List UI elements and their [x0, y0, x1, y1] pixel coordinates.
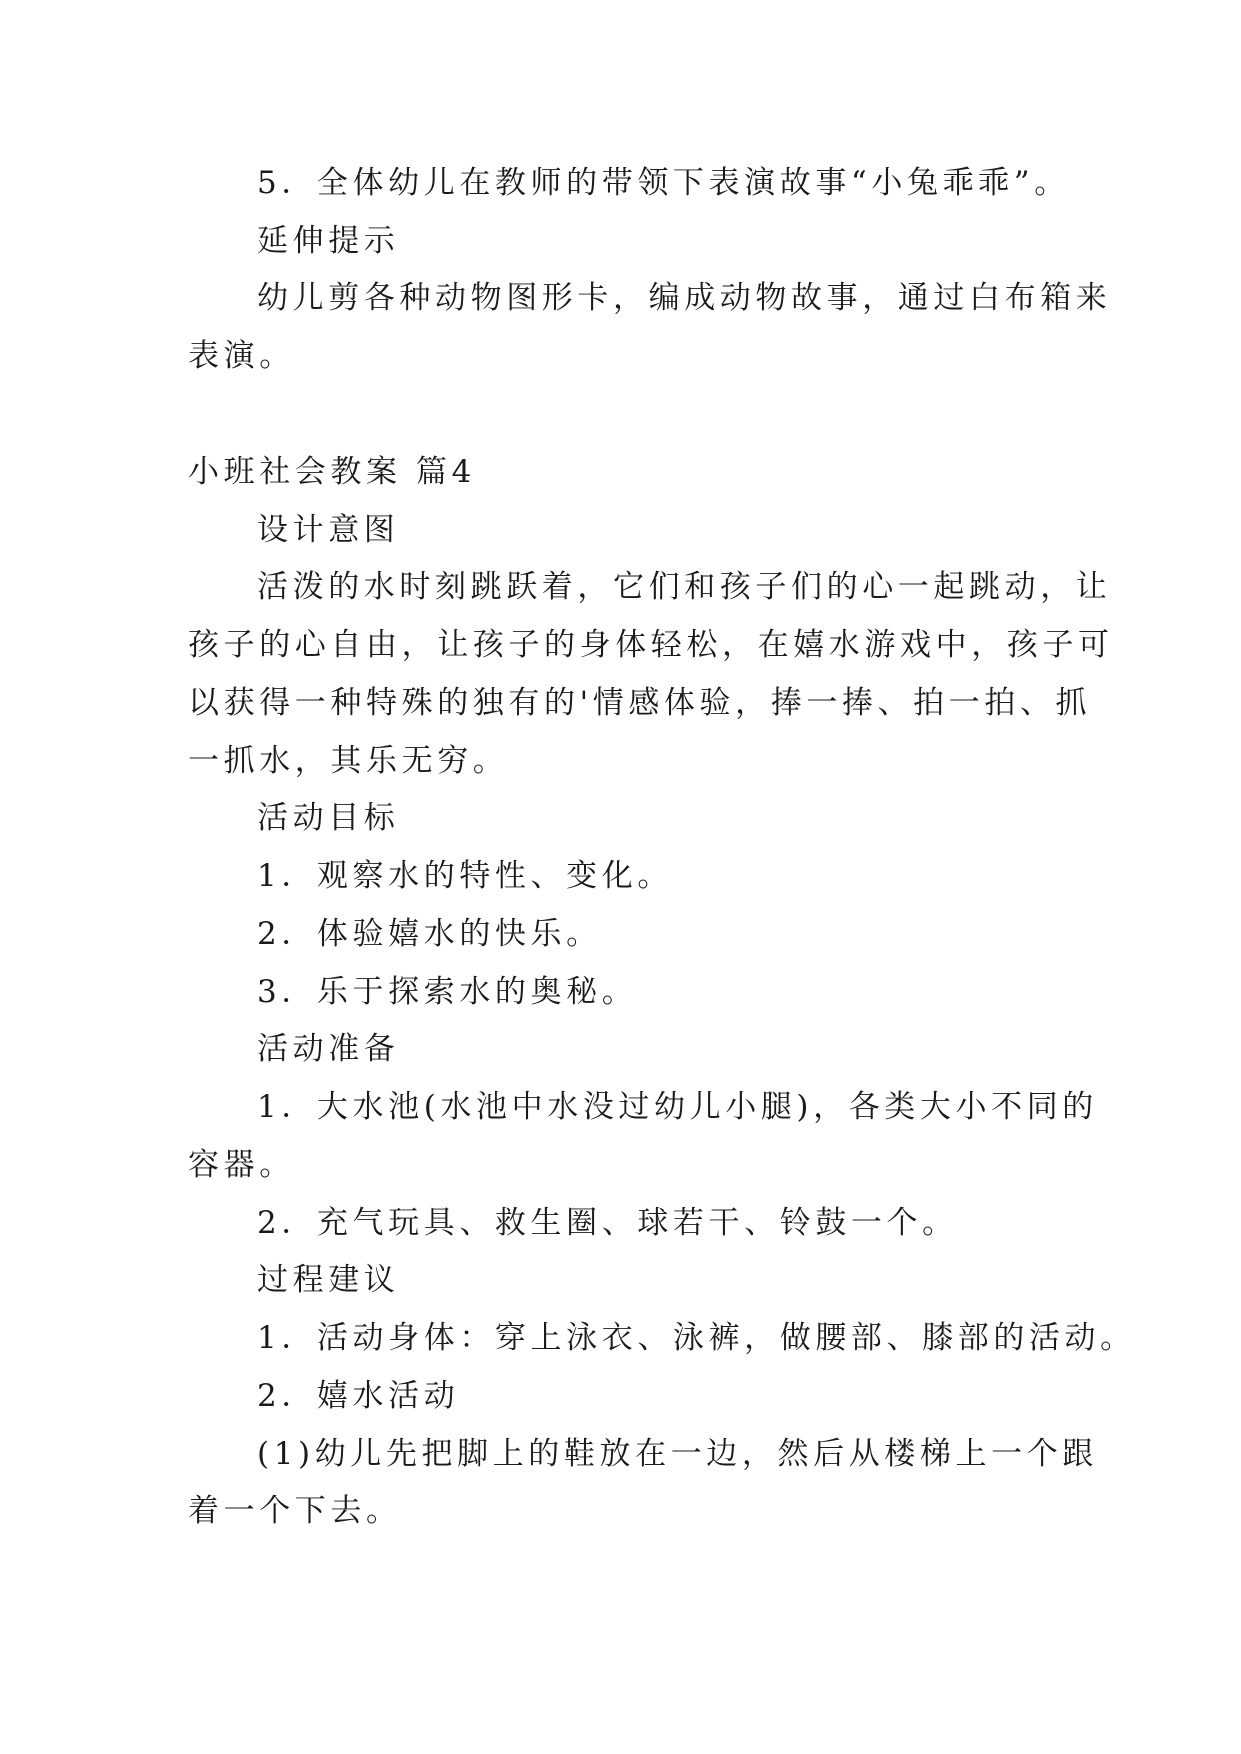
paragraph-line: (1)幼儿先把脚上的鞋放在一边，然后从楼梯上一个跟 [257, 1436, 1098, 1472]
section-heading: 延伸提示 [257, 223, 400, 259]
list-item: 1．观察水的特性、变化。 [257, 858, 673, 894]
paragraph-line: 着一个下去。 [188, 1493, 402, 1529]
paragraph-line: 以获得一种特殊的独有的'情感体验，捧一捧、拍一拍、抓 [188, 685, 1092, 721]
paragraph-line: 幼儿剪各种动物图形卡，编成动物故事，通过白布箱来 [257, 280, 1112, 316]
list-item: 3．乐于探索水的奥秘。 [257, 974, 638, 1010]
article-title: 小班社会教案 篇4 [188, 454, 476, 490]
list-item: 1．大水池(水池中水没过幼儿小腿)，各类大小不同的 [257, 1089, 1098, 1125]
list-item: 2．体验嬉水的快乐。 [257, 916, 602, 952]
list-item: 2．充气玩具、救生圈、球若干、铃鼓一个。 [257, 1205, 958, 1241]
section-heading: 设计意图 [257, 512, 400, 548]
paragraph-line: 孩子的心自由，让孩子的身体轻松，在嬉水游戏中，孩子可 [188, 627, 1114, 663]
list-item: 1．活动身体：穿上泳衣、泳裤，做腰部、膝部的活动。 [257, 1320, 1136, 1356]
paragraph-line: 5．全体幼儿在教师的带领下表演故事“小兔乖乖”。 [257, 165, 1070, 201]
paragraph-line: 表演。 [188, 338, 295, 374]
list-item: 容器。 [188, 1147, 295, 1183]
paragraph-line: 一抓水，其乐无穷。 [188, 743, 509, 779]
section-heading: 活动目标 [257, 800, 400, 836]
paragraph-line: 活泼的水时刻跳跃着，它们和孩子们的心一起跳动，让 [257, 569, 1112, 605]
section-heading: 过程建议 [257, 1262, 400, 1298]
list-item: 2．嬉水活动 [257, 1378, 460, 1414]
section-heading: 活动准备 [257, 1031, 400, 1067]
